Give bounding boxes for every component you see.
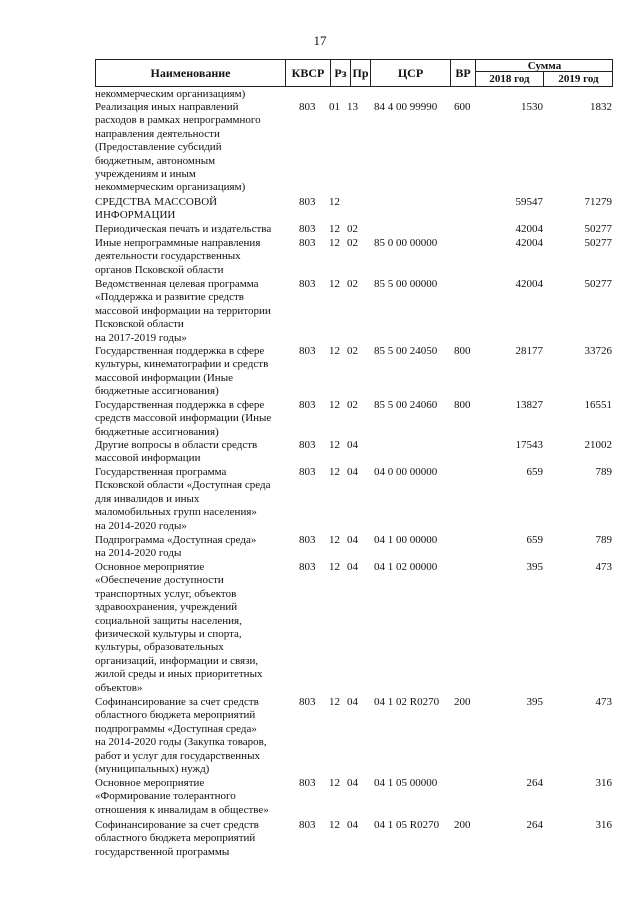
row-pr: 04 bbox=[347, 534, 358, 546]
row-kvsr: 803 bbox=[299, 439, 316, 451]
row-rz: 12 bbox=[329, 399, 340, 411]
row-rz: 12 bbox=[329, 561, 340, 573]
row-csr: 85 5 00 24050 bbox=[374, 345, 438, 357]
row-name: Периодическая печать и издательства bbox=[95, 223, 272, 235]
row-rz: 12 bbox=[329, 466, 340, 478]
row-name: СРЕДСТВА МАССОВОЙ ИНФОРМАЦИИ bbox=[95, 196, 218, 222]
row-name: Софинансирование за счет средств областного бюджета мероприятий государственной программы bbox=[95, 819, 259, 858]
header-vr: ВР bbox=[451, 60, 476, 86]
row-amount-2019: 1832 bbox=[590, 101, 612, 113]
header-kvsr: КВСР bbox=[286, 60, 331, 86]
row-rz: 12 bbox=[329, 439, 340, 451]
header-sum bbox=[476, 60, 613, 86]
row-amount-2019: 316 bbox=[595, 819, 612, 831]
row-csr: 04 0 00 00000 bbox=[374, 466, 438, 478]
row-name: Иные непрограммные направления деятельности государственных органов Псковской области bbox=[95, 237, 261, 276]
row-amount-2018: 42004 bbox=[515, 237, 543, 249]
row-name: Государственная поддержка в сфере средств массовой информации (Иные бюджетные ассигнования) bbox=[95, 399, 272, 438]
row-pr: 02 bbox=[347, 223, 358, 235]
row-csr: 85 5 00 24060 bbox=[374, 399, 438, 411]
row-rz: 12 bbox=[329, 696, 340, 708]
row-csr: 04 1 02 00000 bbox=[374, 561, 438, 573]
row-amount-2018: 395 bbox=[526, 561, 543, 573]
row-amount-2018: 659 bbox=[526, 534, 543, 546]
row-rz: 12 bbox=[329, 223, 340, 235]
row-name: Реализация иных направлений расходов в рамках непрограммного направления деятельности (Предоставление субсидий бюджетным, автономным учреждениям и иным некоммерческим организациям) bbox=[95, 101, 261, 194]
header-rz: Рз bbox=[331, 60, 351, 86]
row-amount-2018: 28177 bbox=[515, 345, 543, 357]
row-pr: 02 bbox=[347, 345, 358, 357]
row-amount-2018: 17543 bbox=[515, 439, 543, 451]
row-amount-2019: 50277 bbox=[584, 278, 612, 290]
header-year-2018: 2018 год bbox=[476, 72, 544, 86]
row-amount-2018: 13827 bbox=[515, 399, 543, 411]
header-pr: Пр bbox=[351, 60, 371, 86]
row-csr: 85 5 00 00000 bbox=[374, 278, 438, 290]
row-csr: 04 1 02 R0270 bbox=[374, 696, 440, 708]
row-vr: 800 bbox=[454, 399, 471, 411]
row-kvsr: 803 bbox=[299, 196, 316, 208]
row-pr: 04 bbox=[347, 439, 358, 451]
row-pr: 04 bbox=[347, 561, 358, 573]
header-name: Наименование bbox=[96, 60, 286, 86]
header-year-2019: 2019 год bbox=[558, 73, 599, 85]
row-amount-2019: 473 bbox=[595, 696, 612, 708]
row-amount-2019: 789 bbox=[595, 466, 612, 478]
row-kvsr: 803 bbox=[299, 237, 316, 249]
row-amount-2019: 50277 bbox=[584, 223, 612, 235]
row-kvsr: 803 bbox=[299, 101, 316, 113]
row-name: Государственная программа Псковской области «Доступная среда для инвалидов и иных маломобильных групп населения» на 2014-2020 годы» bbox=[95, 466, 271, 532]
row-rz: 12 bbox=[329, 819, 340, 831]
row-pr: 02 bbox=[347, 399, 358, 411]
row-amount-2018: 264 bbox=[526, 777, 543, 789]
row-vr: 200 bbox=[454, 696, 471, 708]
row-kvsr: 803 bbox=[299, 466, 316, 478]
row-pr: 04 bbox=[347, 696, 358, 708]
row-amount-2018: 42004 bbox=[515, 278, 543, 290]
row-kvsr: 803 bbox=[299, 777, 316, 789]
row-name: Основное мероприятие «Формирование толерантного отношения к инвалидам в обществе» bbox=[95, 777, 269, 816]
row-pr: 02 bbox=[347, 278, 358, 290]
row-amount-2019: 789 bbox=[595, 534, 612, 546]
row-amount-2018: 264 bbox=[526, 819, 543, 831]
row-kvsr: 803 bbox=[299, 561, 316, 573]
row-amount-2019: 33726 bbox=[584, 345, 612, 357]
row-kvsr: 803 bbox=[299, 819, 316, 831]
row-kvsr: 803 bbox=[299, 696, 316, 708]
row-csr: 04 1 05 R0270 bbox=[374, 819, 440, 831]
table-header bbox=[95, 59, 613, 87]
row-pr: 04 bbox=[347, 777, 358, 789]
row-name: Софинансирование за счет средств областного бюджета мероприятий подпрограммы «Доступная среда» на 2014-2020 годы (Закупка товаров, работ и услуг для государственных (муниципальных) нужд) bbox=[95, 696, 267, 776]
row-amount-2019: 316 bbox=[595, 777, 612, 789]
row-amount-2019: 473 bbox=[595, 561, 612, 573]
row-csr: 04 1 05 00000 bbox=[374, 777, 438, 789]
row-kvsr: 803 bbox=[299, 278, 316, 290]
row-csr: 84 4 00 99990 bbox=[374, 101, 438, 113]
row-pr: 04 bbox=[347, 466, 358, 478]
row-csr: 85 0 00 00000 bbox=[374, 237, 438, 249]
row-amount-2019: 71279 bbox=[584, 196, 612, 208]
row-name: некоммерческим организациям) bbox=[95, 88, 246, 100]
row-csr: 04 1 00 00000 bbox=[374, 534, 438, 546]
row-name: Ведомственная целевая программа «Поддержка и развитие средств массовой информации на территории Псковской области на 2017-2019 годы» bbox=[95, 278, 271, 344]
row-amount-2018: 59547 bbox=[515, 196, 543, 208]
row-amount-2019: 50277 bbox=[584, 237, 612, 249]
row-rz: 12 bbox=[329, 196, 340, 208]
row-vr: 200 bbox=[454, 819, 471, 831]
row-rz: 12 bbox=[329, 278, 340, 290]
row-amount-2018: 1530 bbox=[521, 101, 543, 113]
row-pr: 13 bbox=[347, 101, 358, 113]
row-amount-2018: 395 bbox=[526, 696, 543, 708]
row-amount-2019: 16551 bbox=[584, 399, 612, 411]
row-vr: 600 bbox=[454, 101, 471, 113]
row-amount-2018: 42004 bbox=[515, 223, 543, 235]
row-name: Основное мероприятие «Обеспечение доступности транспортных услуг, объектов здравоохранения, учреждений социальной защиты населения, физической культуры и спорта, культуры, образовательных организаций, информации и связи, жилой среды и иных приоритетных объектов» bbox=[95, 561, 263, 694]
row-rz: 01 bbox=[329, 101, 340, 113]
row-amount-2018: 659 bbox=[526, 466, 543, 478]
row-kvsr: 803 bbox=[299, 534, 316, 546]
page-number: 17 bbox=[313, 33, 327, 48]
row-kvsr: 803 bbox=[299, 345, 316, 357]
row-name: Другие вопросы в области средств массовой информации bbox=[95, 439, 258, 465]
row-kvsr: 803 bbox=[299, 223, 316, 235]
row-rz: 12 bbox=[329, 345, 340, 357]
row-kvsr: 803 bbox=[299, 399, 316, 411]
row-vr: 800 bbox=[454, 345, 471, 357]
row-rz: 12 bbox=[329, 534, 340, 546]
row-rz: 12 bbox=[329, 237, 340, 249]
row-pr: 04 bbox=[347, 819, 358, 831]
row-name: Подпрограмма «Доступная среда» на 2014-2020 годы bbox=[95, 534, 257, 560]
row-rz: 12 bbox=[329, 777, 340, 789]
row-pr: 02 bbox=[347, 237, 358, 249]
row-amount-2019: 21002 bbox=[584, 439, 612, 451]
row-name: Государственная поддержка в сфере культуры, кинематографии и средств массовой информации (Иные бюджетные ассигнования) bbox=[95, 345, 269, 398]
header-sum-title: Сумма bbox=[476, 60, 613, 72]
header-csr: ЦСР bbox=[371, 60, 451, 86]
